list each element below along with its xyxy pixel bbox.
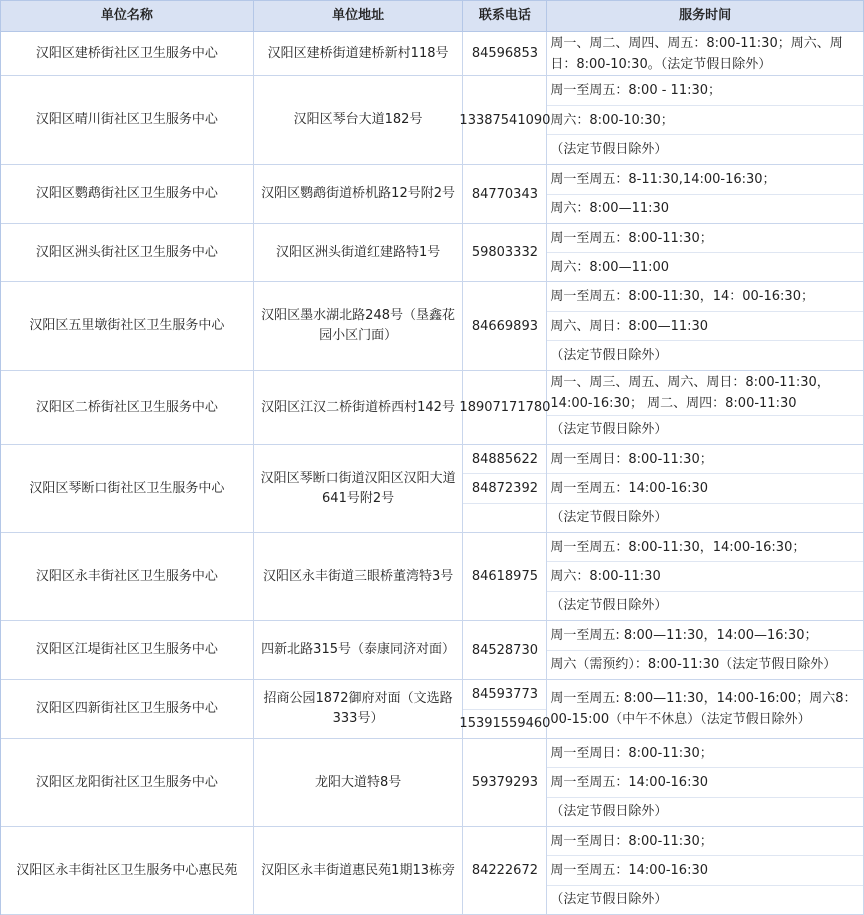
hours-line: 周六（需预约）：8:00-11:30（法定节假日除外） [550,657,837,673]
table-row [1,533,864,621]
center-name: 汉阳区二桥街社区卫生服务中心 [1,371,254,444]
table-row [1,32,864,76]
hours-cell [547,827,864,914]
table-row [1,165,864,224]
phone-cell [463,533,547,620]
center-address: 汉阳区琴断口街道汉阳区汉阳大道641号附2号 [254,445,464,532]
hours-line: 周一、周三、周五、周六、周日：8:00-11:30，14:00-16:30； 周二、周四：8:00-11:30 [547,371,863,416]
hours-line: 周一至周五: 8:00—11:30，14:00—16:30； [547,621,863,651]
center-address: 汉阳区建桥街道建桥新村118号 [254,32,464,75]
hours-line: 周一至周五：8:00-11:30，14:00-16:30； [547,533,863,562]
phone-number: 84872392 [463,474,546,503]
phone-number: 84222672 [471,863,538,878]
table-row [1,739,864,827]
hours-line: 周一至周日：8:00-11:30； [547,739,863,768]
hours-line: 周一至周日：8:00-11:30； [547,445,863,474]
phone-number: 13387541090 [459,112,551,128]
phone-cell [463,165,547,223]
center-name: 汉阳区晴川街社区卫生服务中心 [1,76,254,164]
hours-line: （法定节假日除外） [550,892,668,908]
hours-line: （法定节假日除外） [550,348,668,364]
center-name: 汉阳区四新街社区卫生服务中心 [1,680,254,738]
phone-number: 15391559460 [459,716,551,732]
hours-cell [547,533,864,620]
center-address: 四新北路315号（泰康同济对面） [254,621,464,679]
hours-line: 周六：8:00—11:30 [550,201,670,217]
phone-number: 59379293 [471,775,538,790]
phone-cell [463,621,547,679]
center-address: 汉阳区洲头街道红建路特1号 [254,224,464,281]
table-row [1,224,864,282]
center-address: 招商公园1872御府对面（文选路333号） [254,680,464,738]
hours-line: 周一至周五：14:00-16:30 [547,856,863,885]
hours-line: 周一、周二、周四、周五：8:00-11:30；周六、周日：8:00-10:30。（法定节假日除外） [550,35,843,72]
center-name: 汉阳区龙阳街社区卫生服务中心 [1,739,254,826]
hours-cell [547,165,864,223]
hours-line: 周六：8:00-10:30； [547,106,863,136]
hours-cell [547,680,864,738]
table-header [1,1,864,32]
phone-number: 84669893 [471,318,538,334]
center-address: 汉阳区琴台大道182号 [254,76,464,164]
phone-number: 84770343 [471,186,538,202]
table-row [1,827,864,915]
phone-number [463,504,546,532]
phone-number: 84528730 [471,642,538,658]
phone-number: 84885622 [463,445,546,474]
hours-cell [547,224,864,281]
hours-line: （法定节假日除外） [550,422,668,438]
hours-line: （法定节假日除外） [550,510,668,526]
table-row [1,680,864,739]
hours-cell [547,282,864,370]
hours-cell [547,445,864,532]
header-hours: 服务时间 [547,1,864,31]
hours-cell [547,371,864,444]
hours-cell [547,32,864,75]
center-name: 汉阳区鹦鹉街社区卫生服务中心 [1,165,254,223]
hours-line: 周一至周日：8:00-11:30； [547,827,863,856]
table-row [1,76,864,165]
center-name: 汉阳区江堤街社区卫生服务中心 [1,621,254,679]
hours-cell [547,621,864,679]
table-row [1,445,864,533]
center-name: 汉阳区琴断口街社区卫生服务中心 [1,445,254,532]
hours-cell [547,739,864,826]
hours-line: 周六、周日：8:00—11:30 [547,312,863,342]
phone-cell [463,445,547,532]
table-row [1,621,864,680]
header-name: 单位名称 [1,1,254,31]
center-name: 汉阳区五里墩街社区卫生服务中心 [1,282,254,370]
phone-number: 84593773 [463,680,546,710]
phone-cell [463,224,547,281]
hours-line: （法定节假日除外） [550,142,668,158]
hours-line: 周一至周五：14:00-16:30 [547,768,863,797]
hours-line: 周一至周五：8:00 - 11:30； [547,76,863,106]
phone-cell [463,32,547,75]
hours-line: 周一至周五：14:00-16:30 [547,474,863,503]
center-name: 汉阳区建桥街社区卫生服务中心 [1,32,254,75]
hours-line: （法定节假日除外） [550,598,668,614]
phone-cell [463,739,547,826]
phone-number: 84596853 [471,46,538,61]
phone-cell [459,76,551,164]
center-name: 汉阳区永丰街社区卫生服务中心 [1,533,254,620]
hours-line: 周一至周五：8-11:30,14:00-16:30； [547,165,863,195]
hours-line: 周六：8:00-11:30 [547,562,863,591]
hours-line: （法定节假日除外） [550,804,668,820]
hours-cell [547,76,864,164]
phone-cell [459,680,551,738]
header-address: 单位地址 [254,1,464,31]
center-address: 龙阳大道特8号 [254,739,464,826]
center-address: 汉阳区永丰街道惠民苑1期13栋旁 [254,827,464,914]
phone-cell [463,827,547,914]
hours-line: 周一至周五：8:00-11:30； [547,224,863,253]
phone-number: 18907171780 [459,400,551,415]
hours-line: 周一至周五: 8:00—11:30，14:00-16:00；周六8：00-15:00（中午不休息）（法定节假日除外） [550,691,857,727]
phone-number: 59803332 [471,245,538,260]
center-name: 汉阳区洲头街社区卫生服务中心 [1,224,254,281]
center-address: 汉阳区墨水湖北路248号（垦鑫花园小区门面） [254,282,464,370]
table-row [1,371,864,445]
hours-line: 周六：8:00—11:00 [550,259,670,275]
center-address: 汉阳区永丰街道三眼桥董湾特3号 [254,533,464,620]
header-phone: 联系电话 [463,1,547,31]
center-name: 汉阳区永丰街社区卫生服务中心惠民苑 [1,827,254,914]
table-row [1,282,864,371]
phone-number: 84618975 [471,569,538,584]
phone-cell [459,371,551,444]
center-address: 汉阳区江汉二桥街道桥西村142号 [254,371,464,444]
center-address: 汉阳区鹦鹉街道桥机路12号附2号 [254,165,464,223]
hours-line: 周一至周五：8:00-11:30，14：00-16:30； [547,282,863,312]
phone-cell [463,282,547,370]
